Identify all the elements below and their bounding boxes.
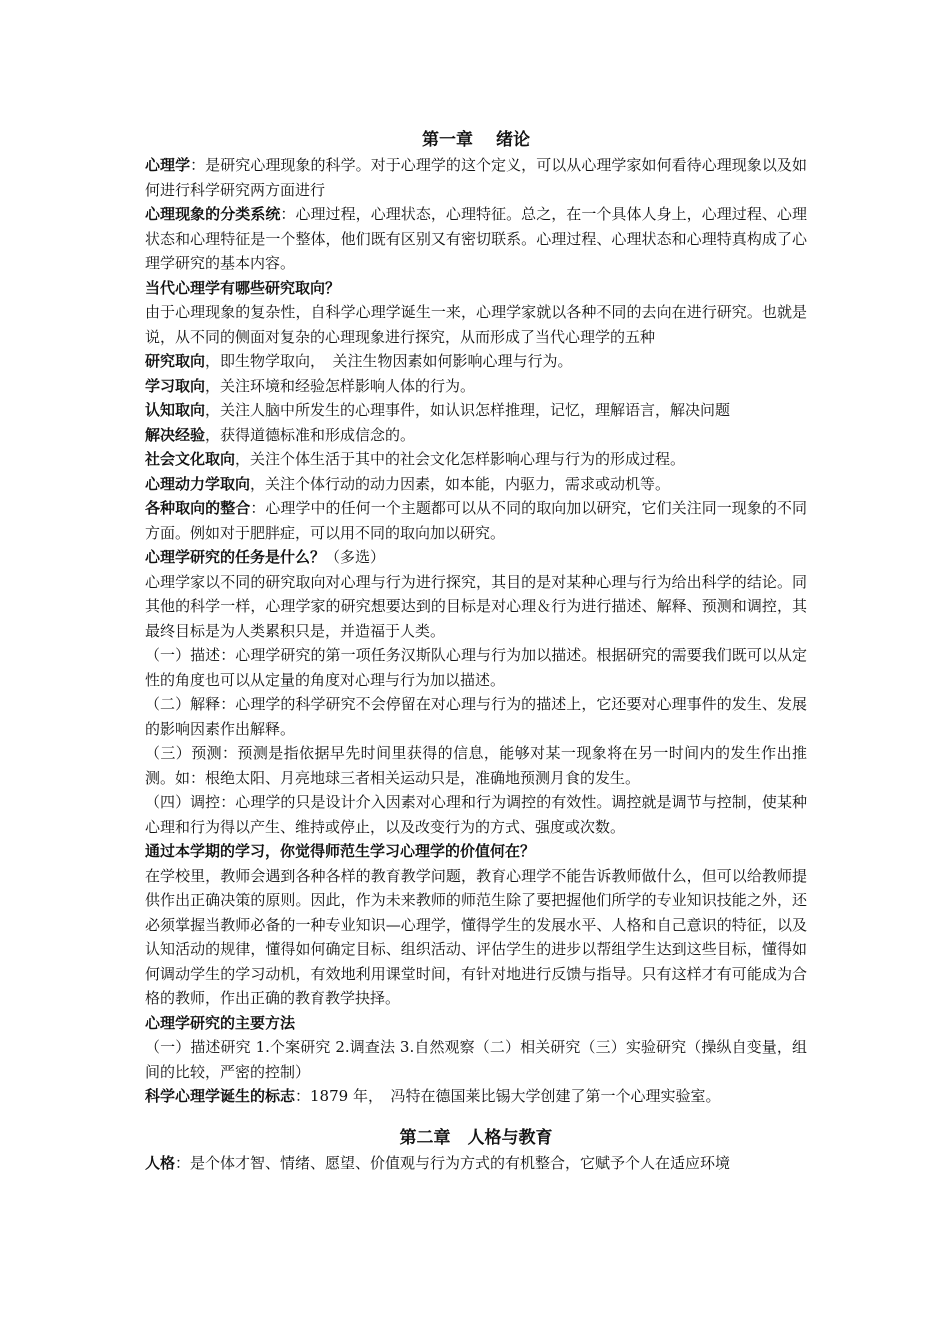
term-birth-marker: 科学心理学诞生的标志	[145, 1087, 296, 1105]
term-psychodynamic-orientation: 心理动力学取向	[145, 474, 251, 493]
term-cognitive-orientation: 认知取向	[145, 401, 206, 419]
classification-text: ：心理过程，心理状态，心理特征。总之，在一个具体人身上，心理过程、心理状态和心理特征是一个整体，他们既有区别又有密切联系。心理过程、心理状态和心理特真构成了心理学研究的基本内容。	[145, 205, 807, 272]
heading-research-methods: 心理学研究的主要方法	[145, 1013, 296, 1032]
term-classification-system: 心理现象的分类系统	[145, 205, 281, 223]
paragraph-task-control: （四）调控：心理学的只是设计介入因素对心理和行为调控的有效性。调控就是调节与控制，使某种心理和行为得以产生、维持或停止，以及改变行为的方式、强度或次数。	[145, 793, 807, 836]
paragraph-biological-orientation	[145, 349, 807, 374]
heading-research-tasks	[145, 545, 807, 570]
paragraph-classification-system	[145, 202, 807, 276]
paragraph-task-predict: （三）预测：预测是指依据早先时间里获得的信息，能够对某一现象将在另一时间内的发生作出推测。如：根绝太阳、月亮地球三者相关运动只是，准确地预测月食的发生。	[145, 744, 807, 787]
biological-text: ，即生物学取向， 关注生物因素如何影响心理与行为。	[205, 352, 573, 370]
paragraph-personality-definition	[145, 1151, 807, 1176]
paragraph-learning-orientation	[145, 374, 807, 399]
integration-text: ：心理学中的任何一个主题都可以从不同的取向加以研究，它们关注同一现象的不同方面。例如对于肥胖症，可以用不同的取向加以研究。	[145, 499, 807, 542]
paragraph-psychodynamic-orientation	[145, 472, 807, 497]
paragraph-tasks-intro: 心理学家以不同的研究取向对心理与行为进行探究，其目的是对某种心理与行为给出科学的结论。同其他的科学一样，心理学家的研究想要达到的目标是对心理＆行为进行描述、解释、预测和调控，其最终目标是为人类累积只是，并造福于人类。	[145, 572, 807, 640]
chapter-2-title: 第二章 人格与教育	[399, 1127, 553, 1148]
definition-text: ：是研究心理现象的科学。对于心理学的这个定义，可以从心理学家如何看待心理现象以及如何进行科学研究两方面进行	[145, 156, 807, 199]
problem-solving-text: ，获得道德标准和形成信念的。	[205, 425, 416, 444]
paragraph-task-explain: （二）解释：心理学的科学研究不会停留在对心理与行为的描述上，它还要对心理事件的发生、发展的影响因素作出解释。	[145, 695, 807, 738]
document-body	[145, 127, 807, 1175]
personality-text: ：是个体才智、情绪、愿望、价值观与行为方式的有机整合，它赋予个人在适应环境	[175, 1153, 731, 1172]
paragraph-integration	[145, 496, 807, 545]
paragraph-sociocultural-orientation	[145, 447, 807, 472]
term-learning-orientation: 学习取向	[145, 376, 206, 395]
chapter-1-title: 第一章 绪论	[422, 130, 530, 150]
term-personality: 人格	[145, 1153, 176, 1172]
paragraph-value-for-students: 在学校里，教师会遇到各种各样的教育教学问题，教育心理学不能告诉教师做什么，但可以给教师提供作出正确决策的原则。因此，作为未来教师的师范生除了要把握他们所学的专业知识技能之外，还必须掌握当教师必备的一种专业知识—心理学，懂得学生的发展水平、人格和自己意识的特征，以及认知活动的规律，懂得如何确定目标、组织活动、评估学生的进步以帮组学生达到这些目标，懂得如何调动学生的学习动机，有效地利用课堂时间，有针对地进行反馈与指导。只有这样才有可能成为合格的教师，作出正确的教育教学抉择。	[145, 866, 807, 1007]
heading-research-orientations: 当代心理学有哪些研究取向？	[145, 278, 341, 297]
term-psychology: 心理学	[145, 156, 191, 174]
heading-value-for-students: 通过本学期的学习，你觉得师范生学习心理学的价值何在？	[145, 842, 536, 860]
paragraph-birth-of-scientific-psychology	[145, 1084, 807, 1109]
paragraph-problem-solving	[145, 423, 807, 448]
term-sociocultural-orientation: 社会文化取向	[145, 450, 236, 468]
heading-research-tasks-title: 心理学研究的任务是什么？	[145, 548, 326, 566]
birth-marker-text: ：1879 年， 冯特在德国莱比锡大学创建了第一个心理实验室。	[295, 1087, 721, 1105]
cognitive-text: ，关注人脑中所发生的心理事件，如认识怎样推理，记忆，理解语言，解决问题	[205, 401, 731, 419]
term-problem-solving: 解决经验	[145, 425, 206, 444]
psychodynamic-text: ，关注个体行动的动力因素，如本能，内驱力，需求或动机等。	[250, 474, 671, 493]
term-integration: 各种取向的整合	[145, 499, 251, 517]
paragraph-task-describe: （一）描述：心理学研究的第一项任务汉斯队心理与行为加以描述。根据研究的需要我们既可以从定性的角度也可以从定量的角度对心理与行为加以描述。	[145, 646, 807, 689]
paragraph-research-methods: （一）描述研究 1.个案研究 2.调查法 3.自然观察（二）相关研究（三）实验研究（操纵自变量，组间的比较，严密的控制）	[145, 1038, 807, 1081]
paragraph-psychology-definition	[145, 153, 807, 202]
paragraph-cognitive-orientation	[145, 398, 807, 423]
heading-research-tasks-note: （多选）	[325, 548, 386, 566]
term-research-orientation: 研究取向	[145, 352, 206, 370]
paragraph-orientations-intro: 由于心理现象的复杂性，自科学心理学诞生一来，心理学家就以各种不同的去向在进行研究。也就是说，从不同的侧面对复杂的心理现象进行探究，从而形成了当代心理学的五种	[145, 303, 807, 346]
learning-text: ，关注环境和经验怎样影响人体的行为。	[205, 376, 476, 395]
sociocultural-text: ，关注个体生活于其中的社会文化怎样影响心理与行为的形成过程。	[235, 450, 686, 468]
